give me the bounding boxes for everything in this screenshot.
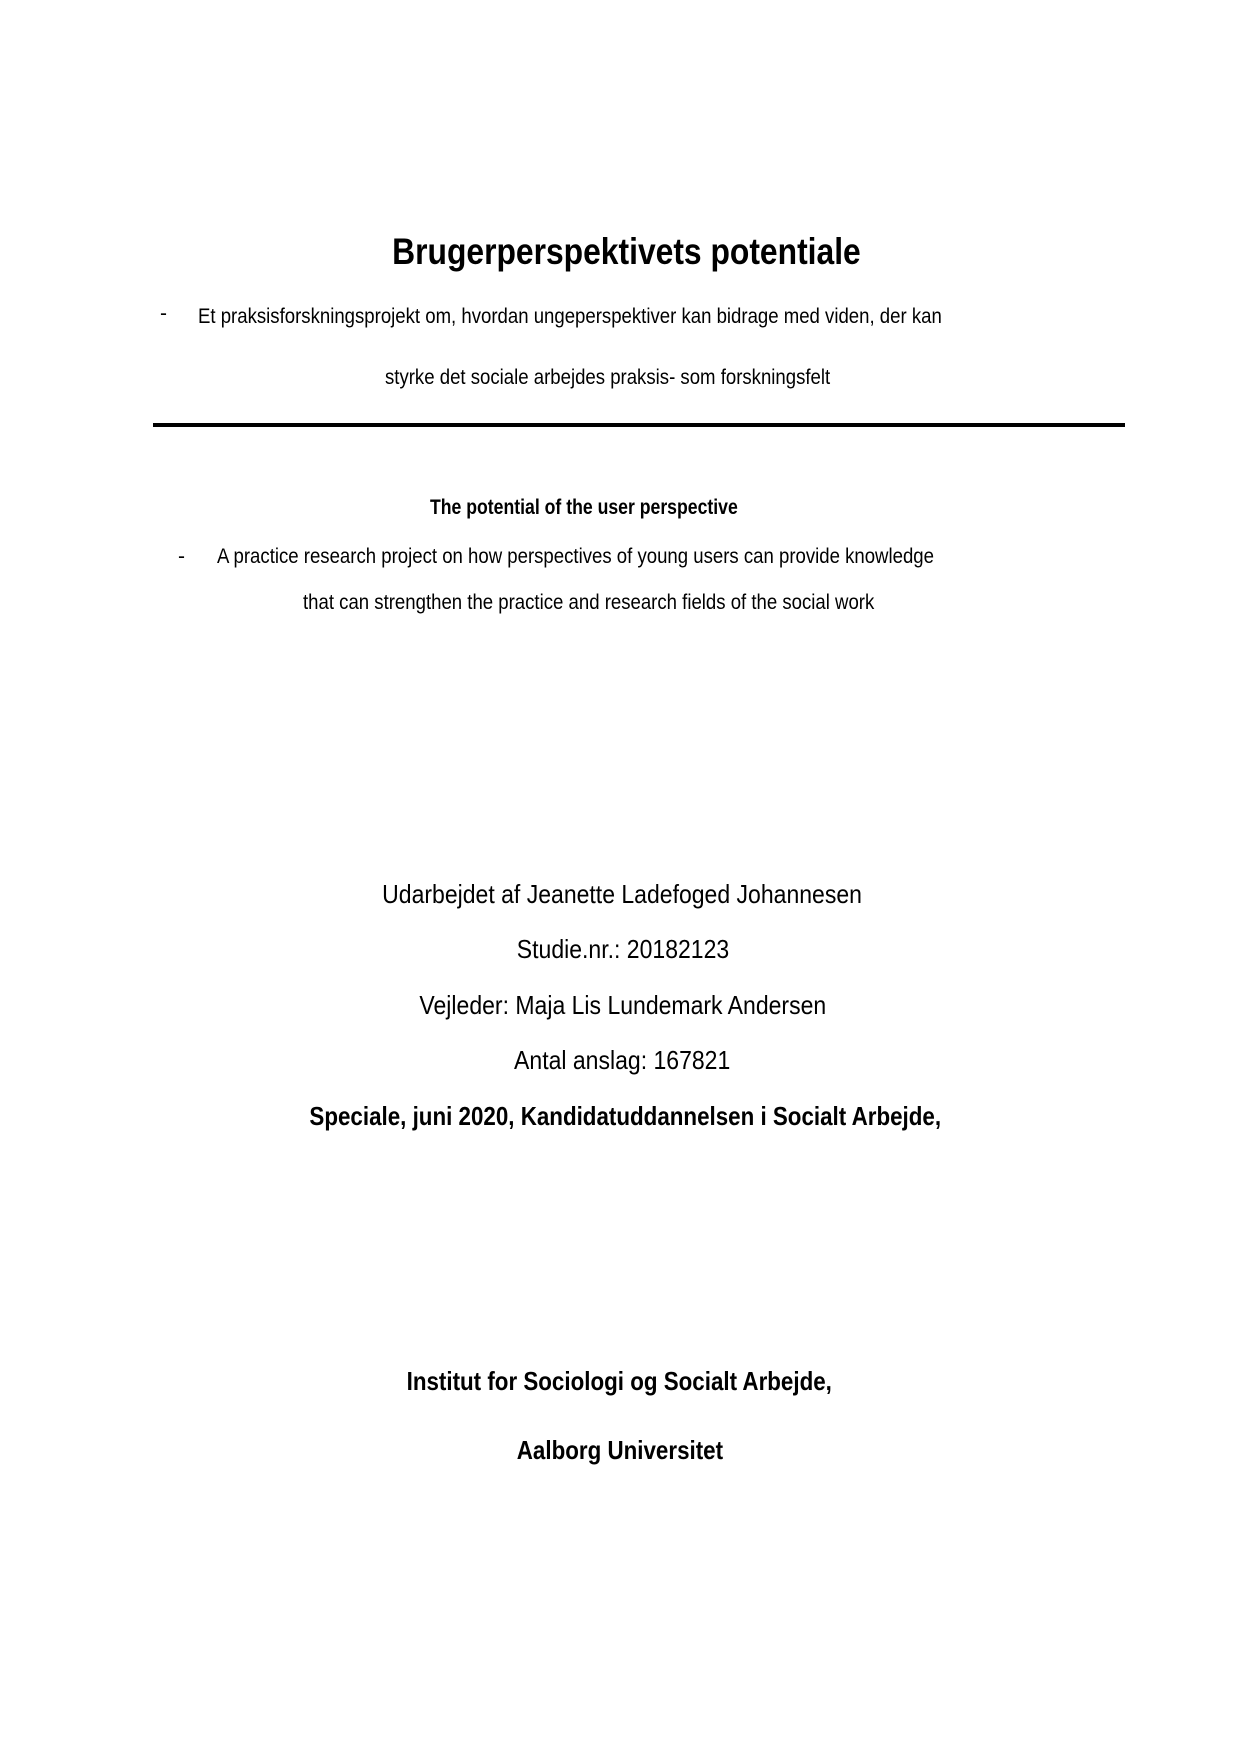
- document-title: [0, 233, 1241, 270]
- subtitle-en-line-1: [217, 546, 1027, 567]
- english-title-text: The potential of the user perspective: [430, 496, 738, 519]
- student-number: Studie.nr.: 20182123: [516, 934, 729, 964]
- author-line: [0, 881, 1241, 907]
- subtitle-da-line-1-text: Et praksisforskningsprojekt om, hvordan ungeperspektiver kan bidrage med viden, der kan: [198, 305, 942, 328]
- character-count: Antal anslag: 167821: [514, 1045, 731, 1075]
- author-name: Udarbejdet af Jeanette Ladefoged Johannesen: [382, 879, 863, 909]
- subtitle-da-line-1: [198, 306, 1038, 327]
- subtitle-en-bullet: -: [178, 545, 185, 568]
- thesis-info-line: [0, 1103, 1241, 1129]
- document-title-text: Brugerperspektivets potentiale: [392, 231, 861, 272]
- supervisor-name: Vejleder: Maja Lis Lundemark Andersen: [419, 990, 826, 1020]
- english-title: [430, 497, 796, 518]
- subtitle-en-line-2-text: that can strengthen the practice and research fields of the social work: [303, 591, 875, 614]
- horizontal-rule-divider: [153, 423, 1125, 427]
- subtitle-da-line-2: [385, 367, 888, 388]
- supervisor-line: [0, 992, 1241, 1018]
- subtitle-da-line-2-text: styrke det sociale arbejdes praksis- som forskningsfelt: [385, 366, 831, 389]
- department-line: [0, 1368, 1241, 1394]
- subtitle-en-line-2: [303, 592, 949, 613]
- thesis-info: Speciale, juni 2020, Kandidatuddannelsen i Socialt Arbejde,: [309, 1101, 942, 1131]
- subtitle-en-line-1-text: A practice research project on how perspectives of young users can provide knowledge: [217, 545, 934, 568]
- department-name: Institut for Sociologi og Socialt Arbejde,: [406, 1366, 833, 1396]
- subtitle-da-bullet: -: [160, 302, 167, 325]
- student-number-line: [0, 936, 1241, 962]
- character-count-line: [0, 1047, 1241, 1073]
- university-line: [0, 1437, 1241, 1463]
- university-name: Aalborg Universitet: [516, 1435, 723, 1465]
